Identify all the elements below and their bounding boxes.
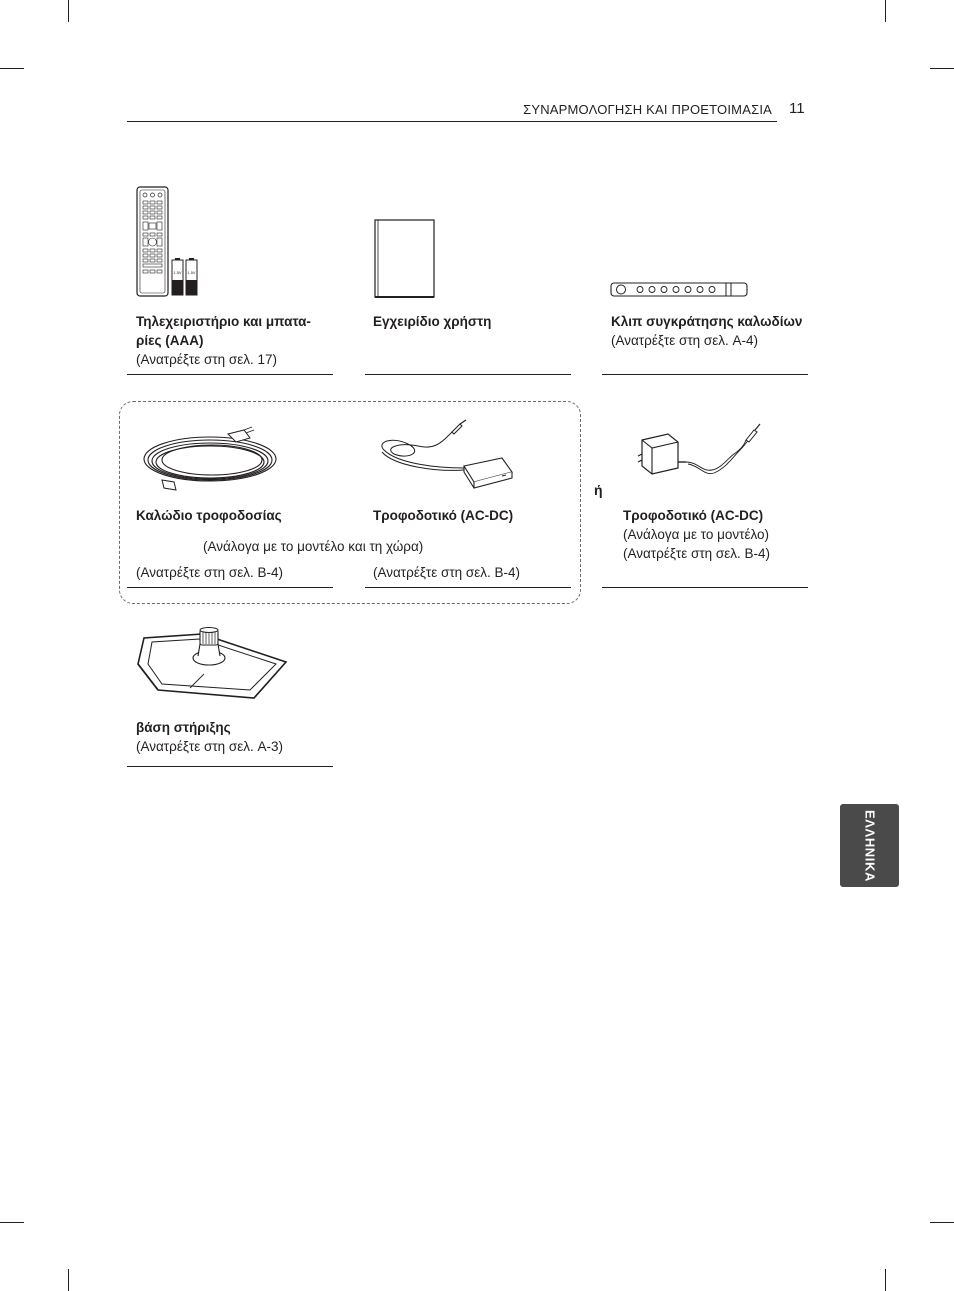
adapter1-item — [373, 506, 593, 525]
stand-item — [136, 718, 356, 756]
user-manual-icon — [373, 218, 437, 300]
stand-base-icon — [134, 624, 294, 704]
crop-mark — [885, 1269, 886, 1291]
power-cord-icon — [140, 424, 284, 494]
item-divider — [127, 766, 333, 767]
manual-item — [373, 312, 573, 331]
remote-item — [136, 312, 336, 369]
power-cord-name: Καλώδιο τροφοδοσίας — [136, 508, 282, 523]
item-divider — [365, 374, 571, 375]
ac-dc-adapter-icon — [378, 416, 518, 490]
language-tab-label: ΕΛΛΗΝΙΚΑ — [862, 809, 877, 882]
language-tab — [840, 804, 899, 887]
item-divider — [602, 587, 808, 588]
crop-mark — [930, 68, 954, 69]
or-label: ή — [594, 482, 603, 498]
stand-reference: (Ανατρέξτε στη σελ. A-3) — [136, 739, 284, 754]
wall-adapter-icon — [636, 418, 768, 480]
adapter1-reference: (Ανατρέξτε στη σελ. B-4) — [373, 565, 521, 580]
crop-mark — [885, 0, 886, 22]
power-cord-reference: (Ανατρέξτε στη σελ. B-4) — [136, 565, 284, 580]
adapter2-reference: (Ανατρέξτε στη σελ. B-4) — [623, 546, 771, 561]
remote-name-line1: Τηλεχειριστήριο και μπατα- — [136, 314, 311, 329]
item-divider — [365, 587, 571, 588]
cable-clip-item — [611, 312, 821, 350]
adapter2-note: (Ανάλογα με το μοντέλο) — [623, 527, 770, 542]
crop-mark — [68, 0, 69, 22]
remote-reference: (Ανατρέξτε στη σελ. 17) — [136, 352, 278, 367]
svg-text:1.5V: 1.5V — [187, 270, 196, 275]
adapter2-item — [623, 506, 823, 563]
cable-clip-reference: (Ανατρέξτε στη σελ. A-4) — [611, 333, 759, 348]
adapter1-name: Τροφοδοτικό (AC-DC) — [373, 508, 514, 523]
item-divider — [127, 587, 333, 588]
crop-mark — [0, 1222, 24, 1223]
crop-mark — [68, 1269, 69, 1291]
item-divider — [127, 374, 333, 375]
remote-name-line2: ρίες (AAA) — [136, 333, 204, 348]
model-country-note: (Ανάλογα με το μοντέλο και τη χώρα) — [203, 539, 424, 554]
section-title: ΣΥΝΑΡΜΟΛΟΓΗΣΗ ΚΑΙ ΠΡΟΕΤΟΙΜΑΣΙΑ — [523, 102, 772, 117]
power-cord-item — [136, 506, 356, 525]
cable-clip-name: Κλιπ συγκράτησης καλωδίων — [611, 314, 803, 329]
header-divider — [127, 121, 777, 122]
crop-mark — [930, 1222, 954, 1223]
page-number: 11 — [789, 100, 805, 117]
svg-text:1.5V: 1.5V — [173, 270, 182, 275]
stand-name: βάση στήριξης — [136, 720, 231, 735]
item-divider — [602, 374, 808, 375]
crop-mark — [0, 68, 24, 69]
remote-control-batteries-icon — [136, 186, 228, 298]
manual-name: Εγχειρίδιο χρήστη — [373, 314, 492, 329]
adapter2-name: Τροφοδοτικό (AC-DC) — [623, 508, 764, 523]
cable-holder-icon — [610, 281, 750, 299]
